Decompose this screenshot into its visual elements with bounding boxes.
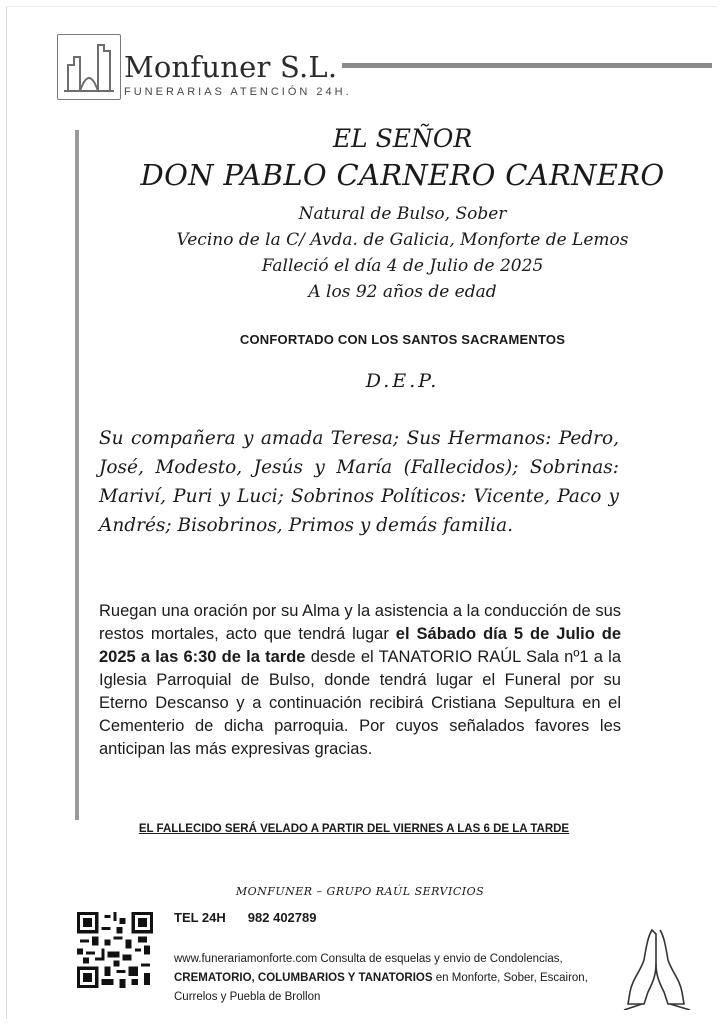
family-paragraph: Su compañera y amada Teresa; Sus Hermanos: Pedro, José, Modesto, Jesús y María (Fallecidos); Sobrinas: Mariví, Puri y Luci; Sobrinos Políticos: Vicente, Paco y Andrés; Bisobrinos, Primos y demás familia. <box>99 428 619 536</box>
services-list: CREMATORIO, COLUMBARIOS Y TANATORIOS <box>174 972 433 984</box>
ceremony-text-after: desde el TANATORIO RAÚL Sala nº1 a la Iglesia Parroquial de Bulso, donde tendrá lugar el Funeral por su Eterno Descanso y a continuación recibirá Cristiana Sepultura en el Cementerio de dicha parroquia. Por cuyos señalados favores les anticipan las más expresivas gracias. <box>99 648 621 758</box>
age-line: A los 92 años de edad <box>308 282 497 302</box>
praying-hands-icon <box>622 920 692 1010</box>
tower-logo-icon <box>57 34 121 100</box>
birthplace-line: Natural de Bulso, Sober <box>298 204 507 224</box>
title-honorific: EL SEÑOR <box>332 124 473 153</box>
death-date-line: Falleció el día 4 de Julio de 2025 <box>261 256 544 276</box>
qr-code-icon <box>77 912 153 988</box>
footer-company: MONFUNER – GRUPO RAÚL SERVICIOS <box>235 885 485 898</box>
ceremony-text-before: Ruegan una oración por su Alma y la asistencia a la conducción de sus restos mortales, acto que tendrá lugar <box>99 602 621 643</box>
left-margin-rule <box>75 130 79 820</box>
tel-number: 982 402789 <box>247 910 317 925</box>
ceremony-datetime: el Sábado día 5 de Julio de 2025 a las 6:30 de la tarde <box>99 625 622 666</box>
tel-label: TEL 24H <box>174 910 226 925</box>
residence-line: Vecino de la C/ Avda. de Galicia, Monforte de Lemos <box>176 230 629 250</box>
company-tagline: FUNERARIAS ATENCIÓN 24H. <box>124 86 352 98</box>
company-name: Monfuner S.L. <box>124 50 338 84</box>
contact-text-2: en Monforte, Sober, Escairon, Currelos y Puebla de Brollon <box>174 972 588 1003</box>
dep-line: D.E.P. <box>365 370 440 392</box>
website-link[interactable]: www.funerariamonforte.com <box>174 953 318 965</box>
footer-contact <box>174 950 594 1007</box>
ceremony-paragraph <box>99 600 621 761</box>
footer-phone <box>174 910 316 925</box>
header-divider <box>342 63 712 68</box>
contact-text-1: Consulta de esquelas y envio de Condolencias, <box>317 953 563 965</box>
sacraments-line: CONFORTADO CON LOS SANTOS SACRAMENTOS <box>239 332 566 347</box>
deceased-name: DON PABLO CARNERO CARNERO <box>140 158 665 192</box>
wake-notice: EL FALLECIDO SERÁ VELADO A PARTIR DEL VIERNES A LAS 6 DE LA TARDE <box>138 823 570 835</box>
